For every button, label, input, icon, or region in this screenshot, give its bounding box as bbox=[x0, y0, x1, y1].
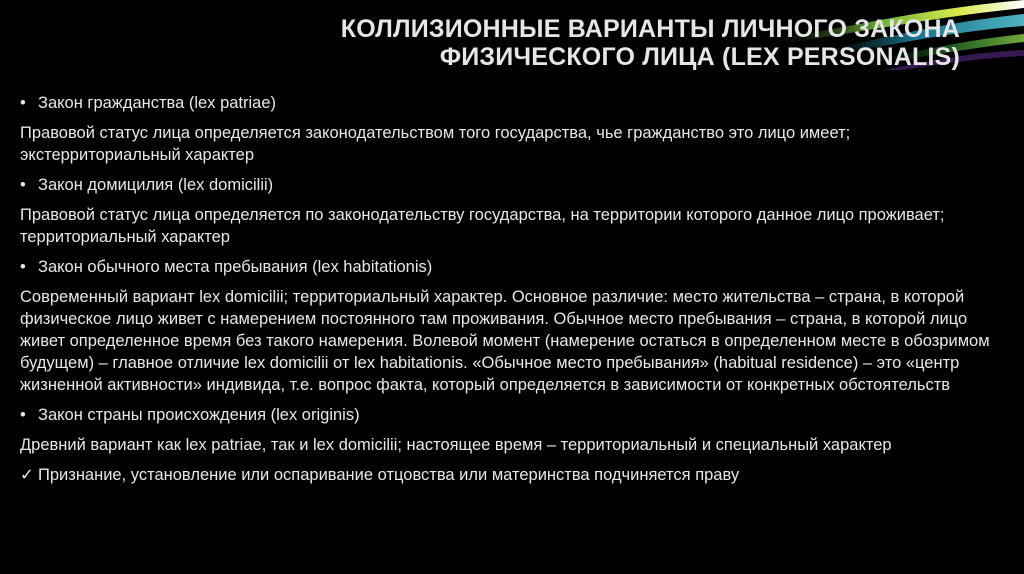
slide-content bbox=[20, 92, 1010, 486]
check-item bbox=[20, 464, 1010, 486]
bullet-description: Древний вариант как lex patriae, так и lex domicilii; настоящее время – территориальный и специальный характер bbox=[20, 436, 892, 454]
check-item-text: Признание, установление или оспаривание отцовства или материнства подчиняется праву bbox=[38, 466, 740, 484]
bullet-item bbox=[20, 404, 1010, 426]
bullet-description: Современный вариант lex domicilii; территориальный характер. Основное различие: место жительства – страна, в которой физическое лицо живет с намерением постоянного там проживания. Обычное место пребывания – страна, в которой лицо живет определенное время без такого намерения. Волевой момент (намерение остаться в определенном месте в обозримом будущем) – главное отличие lex domicilii от lex habitationis. «Обычное место пребывания» (habitual residence) – это «центр жизненной активности» индивида, т.е. вопрос факта, который определяется в зависимости от конкретных обстоятельств bbox=[20, 288, 990, 394]
title-line-1: КОЛЛИЗИОННЫЕ ВАРИАНТЫ ЛИЧНОГО ЗАКОНА bbox=[340, 15, 960, 43]
bullet-heading: Закон домицилия (lex domicilii) bbox=[38, 176, 274, 194]
bullet-description: Правовой статус лица определяется законодательством того государства, чье гражданство это лицо имеет; экстерриториальный характер bbox=[20, 124, 851, 164]
bullet-item bbox=[20, 174, 1010, 196]
slide-title bbox=[200, 15, 960, 71]
bullet-mark: • bbox=[20, 406, 26, 424]
bullet-mark: • bbox=[20, 258, 26, 276]
bullet-mark: • bbox=[20, 94, 26, 112]
bullet-heading: Закон обычного места пребывания (lex habitationis) bbox=[38, 258, 433, 276]
bullet-item bbox=[20, 256, 1010, 278]
bullet-description: Правовой статус лица определяется по законодательству государства, на территории которого данное лицо проживает; территориальный характер bbox=[20, 206, 945, 246]
bullet-mark: • bbox=[20, 176, 26, 194]
bullet-item bbox=[20, 92, 1010, 114]
checkmark-icon: ✓ bbox=[20, 466, 34, 484]
title-line-2: ФИЗИЧЕСКОГО ЛИЦА (LEX PERSONALIS) bbox=[439, 43, 960, 71]
bullet-heading: Закон страны происхождения (lex originis) bbox=[38, 406, 360, 424]
bullet-heading: Закон гражданства (lex patriae) bbox=[38, 94, 277, 112]
